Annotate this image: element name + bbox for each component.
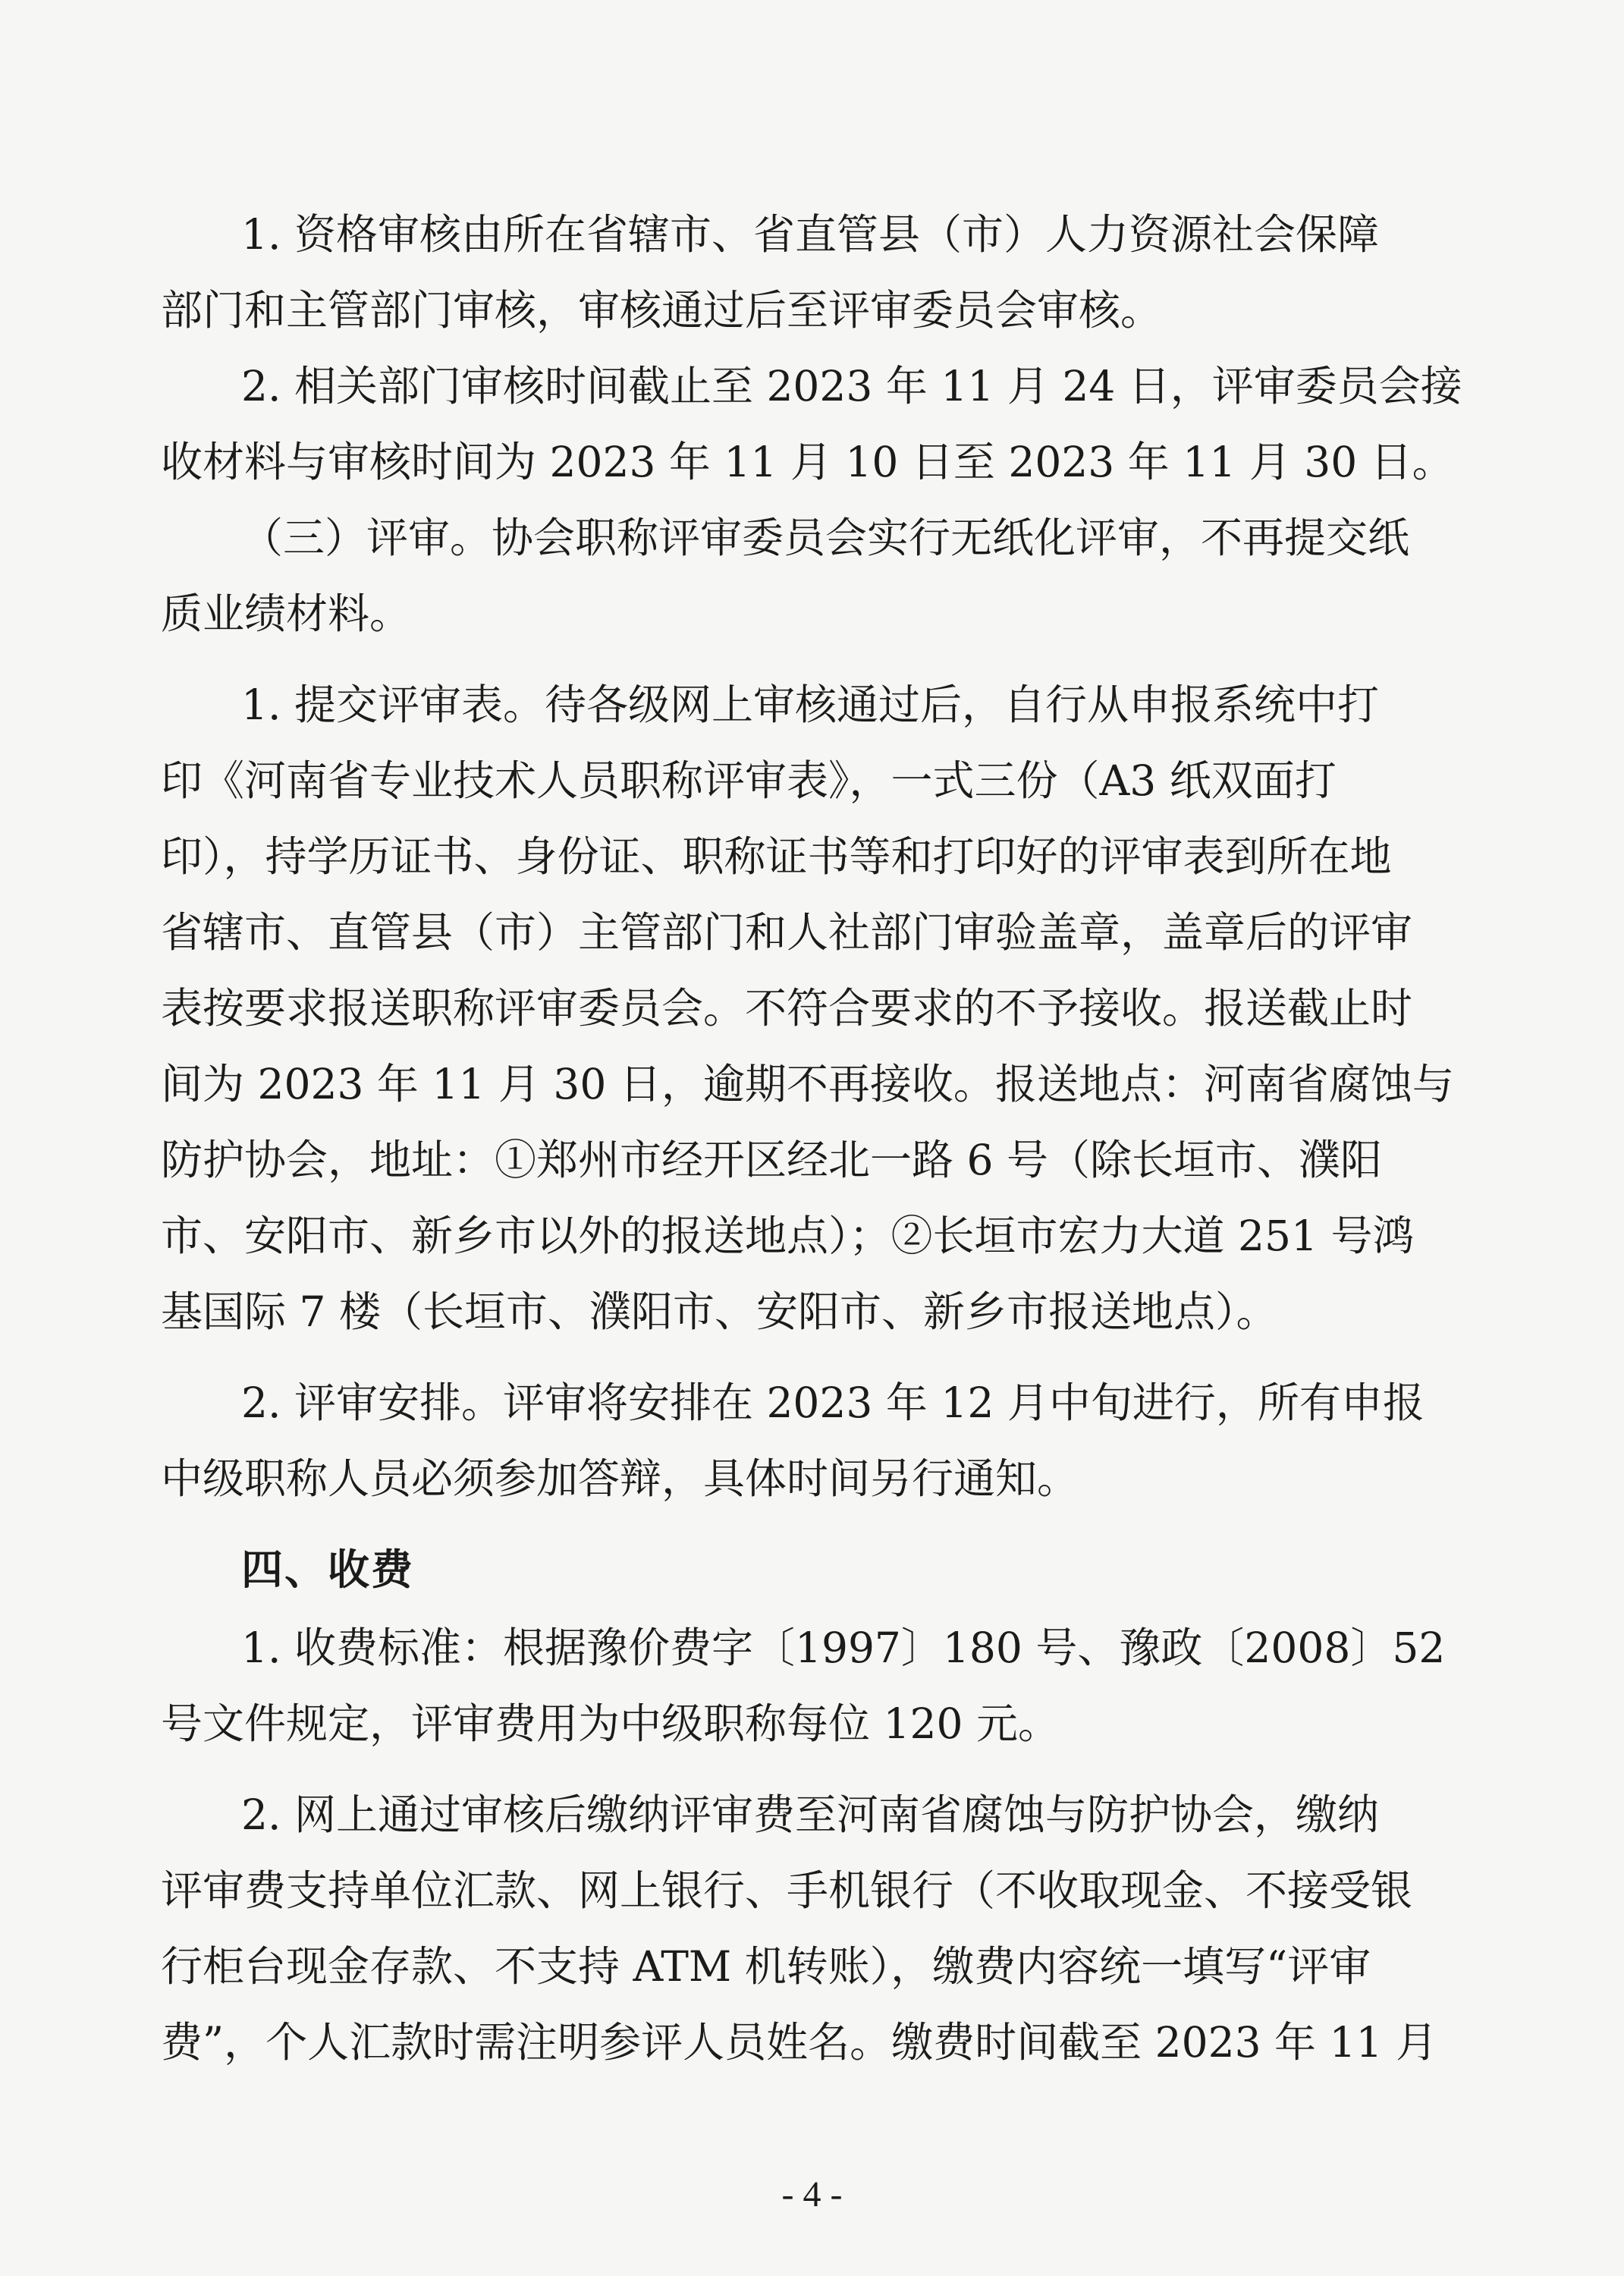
body-line: 2. 相关部门审核时间截止至 2023 年 11 月 24 日，评审委员会接 [241,362,1462,410]
body-line: 2. 网上通过审核后缴纳评审费至河南省腐蚀与防护协会，缴纳 [241,1790,1379,1839]
body-line: 1. 资格审核由所在省辖市、省直管县（市）人力资源社会保障 [241,210,1379,259]
body-line: 中级职称人员必须参加答辩，具体时间另行通知。 [161,1454,1079,1503]
body-line: 市、安阳市、新乡市以外的报送地点）；②长垣市宏力大道 251 号鸿 [161,1212,1415,1260]
body-line: 表按要求报送职称评审委员会。不符合要求的不予接收。报送截止时 [161,984,1413,1033]
body-line: 质业绩材料。 [161,589,412,638]
body-line: 1. 收费标准：根据豫价费字〔1997〕180 号、豫政〔2008〕52 [241,1624,1446,1672]
page-number: - 4 - [781,2174,843,2215]
body-line: 评审费支持单位汇款、网上银行、手机银行（不收取现金、不接受银 [161,1866,1413,1915]
body-line: 印），持学历证书、身份证、职称证书等和打印好的评审表到所在地 [161,832,1392,881]
body-line: 收材料与审核时间为 2023 年 11 月 10 日至 2023 年 11 月 30 日。 [161,438,1454,486]
section-heading: （三）评审。协会职称评审委员会实行无纸化评审，不再提交纸 [241,514,1410,562]
body-line: 印《河南省专业技术人员职称评审表》，一式三份（A3 纸双面打 [161,756,1337,805]
section-heading: 四、收费 [241,1545,415,1594]
body-line: 号文件规定，评审费用为中级职称每位 120 元。 [161,1699,1060,1748]
body-line: 基国际 7 楼（长垣市、濮阳市、安阳市、新乡市报送地点）。 [161,1287,1278,1336]
body-line: 防护协会，地址：①郑州市经开区经北一路 6 号（除长垣市、濮阳 [161,1136,1382,1184]
body-line: 间为 2023 年 11 月 30 日，逾期不再接收。报送地点：河南省腐蚀与 [161,1060,1454,1108]
body-line: 1. 提交评审表。待各级网上审核通过后，自行从申报系统中打 [241,681,1379,729]
body-line: 费”，个人汇款时需注明参评人员姓名。缴费时间截至 2023 年 11 月 [161,2018,1438,2067]
body-line: 2. 评审安排。评审将安排在 2023 年 12 月中旬进行，所有申报 [241,1378,1425,1427]
body-line: 部门和主管部门审核，审核通过后至评审委员会审核。 [161,286,1163,335]
body-line: 省辖市、直管县（市）主管部门和人社部门审验盖章，盖章后的评审 [161,908,1413,957]
body-line: 行柜台现金存款、不支持 ATM 机转账），缴费内容统一填写“评审 [161,1942,1371,1991]
